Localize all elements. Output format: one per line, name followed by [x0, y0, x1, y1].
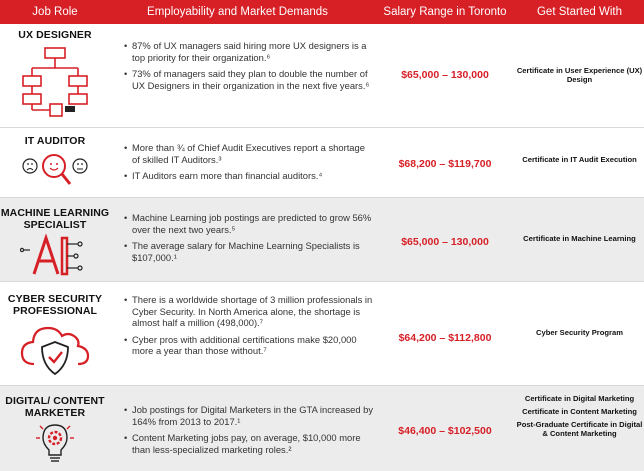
role-title: CYBER SECURITY PROFESSIONAL — [7, 293, 103, 317]
bullet-item: • 73% of managers said they plan to double the number of UX Designers in their organization in the next five years.⁶ — [124, 68, 374, 91]
salary-range: $65,000 – 130,000 — [401, 69, 489, 81]
bullet-item: • More than ¾ of Chief Audit Executives report a shortage of skilled IT Auditors.³ — [124, 142, 374, 165]
salary-range: $64,200 – $112,800 — [398, 332, 492, 344]
bullet-item: • There is a worldwide shortage of 3 million professionals in Cyber Security. In North America alone, the shortage is almost half a million (498,000).⁷ — [124, 294, 374, 329]
get-started-link[interactable]: Cyber Security Program — [536, 328, 623, 337]
header-salary: Salary Range in Toronto — [383, 6, 507, 18]
bullet-item: • Content Marketing jobs pay, on average, $10,000 more than less-specialized marketing roles.² — [124, 432, 374, 455]
role-title: IT AUDITOR — [24, 135, 86, 147]
bullet-item: • IT Auditors earn more than financial auditors.⁴ — [124, 170, 374, 182]
role-title: DIGITAL/ CONTENT MARKETER — [5, 395, 105, 419]
get-started-link[interactable]: Certificate in IT Audit Execution — [522, 155, 637, 164]
get-started — [515, 66, 644, 88]
table-row-cyber-security — [0, 282, 644, 386]
bullet-list — [124, 404, 374, 460]
bullet-list — [124, 212, 374, 268]
bullet-item: • Job postings for Digital Marketers in the GTA increased by 164% from 2013 to 2017.¹ — [124, 404, 374, 427]
bullet-list — [124, 142, 374, 187]
bullet-list — [124, 294, 374, 362]
magnifier-faces-icon — [20, 150, 90, 194]
get-started — [515, 394, 644, 442]
ai-chip-icon — [20, 234, 90, 278]
salary-range: $65,000 – 130,000 — [401, 236, 489, 248]
get-started — [515, 234, 644, 247]
get-started-link[interactable]: Post-Graduate Certificate in Digital & Content Marketing — [516, 420, 643, 438]
flowchart-icon — [20, 46, 90, 124]
bullet-item: • The average salary for Machine Learning Specialists is $107,000.¹ — [124, 240, 374, 263]
header-job-role: Job Role — [32, 6, 78, 18]
salary-range: $46,400 – $102,500 — [398, 425, 492, 437]
bullet-item: • Machine Learning job postings are predicted to grow 56% over the next two years.⁵ — [124, 212, 374, 235]
get-started — [515, 155, 644, 168]
get-started-link[interactable]: Certificate in Content Marketing — [522, 407, 637, 416]
gear-bulb-icon — [20, 422, 90, 466]
header-employability: Employability and Market Demands — [147, 6, 328, 18]
header-get-started: Get Started With — [536, 6, 622, 18]
get-started-link[interactable]: Certificate in User Experience (UX) Design — [516, 66, 643, 84]
table-row-ux-designer — [0, 24, 644, 128]
get-started-link[interactable]: Certificate in Digital Marketing — [524, 394, 635, 403]
table-row-digital-marketer — [0, 386, 644, 471]
bullet-item: • 87% of UX managers said hiring more UX designers is a top priority for their organization.⁶ — [124, 40, 374, 63]
bullet-list — [124, 40, 374, 96]
salary-range: $68,200 – $119,700 — [398, 158, 492, 170]
table-header — [0, 0, 644, 24]
role-title: UX DESIGNER — [18, 29, 92, 41]
table-row-machine-learning — [0, 198, 644, 282]
role-title: MACHINE LEARNING SPECIALIST — [0, 207, 110, 231]
table-row-it-auditor — [0, 128, 644, 198]
get-started-link[interactable]: Certificate in Machine Learning — [523, 234, 636, 243]
bullet-item: • Cyber pros with additional certifications make $20,000 more a year than those without.⁷ — [124, 334, 374, 357]
get-started — [515, 328, 644, 341]
cloud-shield-icon — [20, 320, 90, 382]
